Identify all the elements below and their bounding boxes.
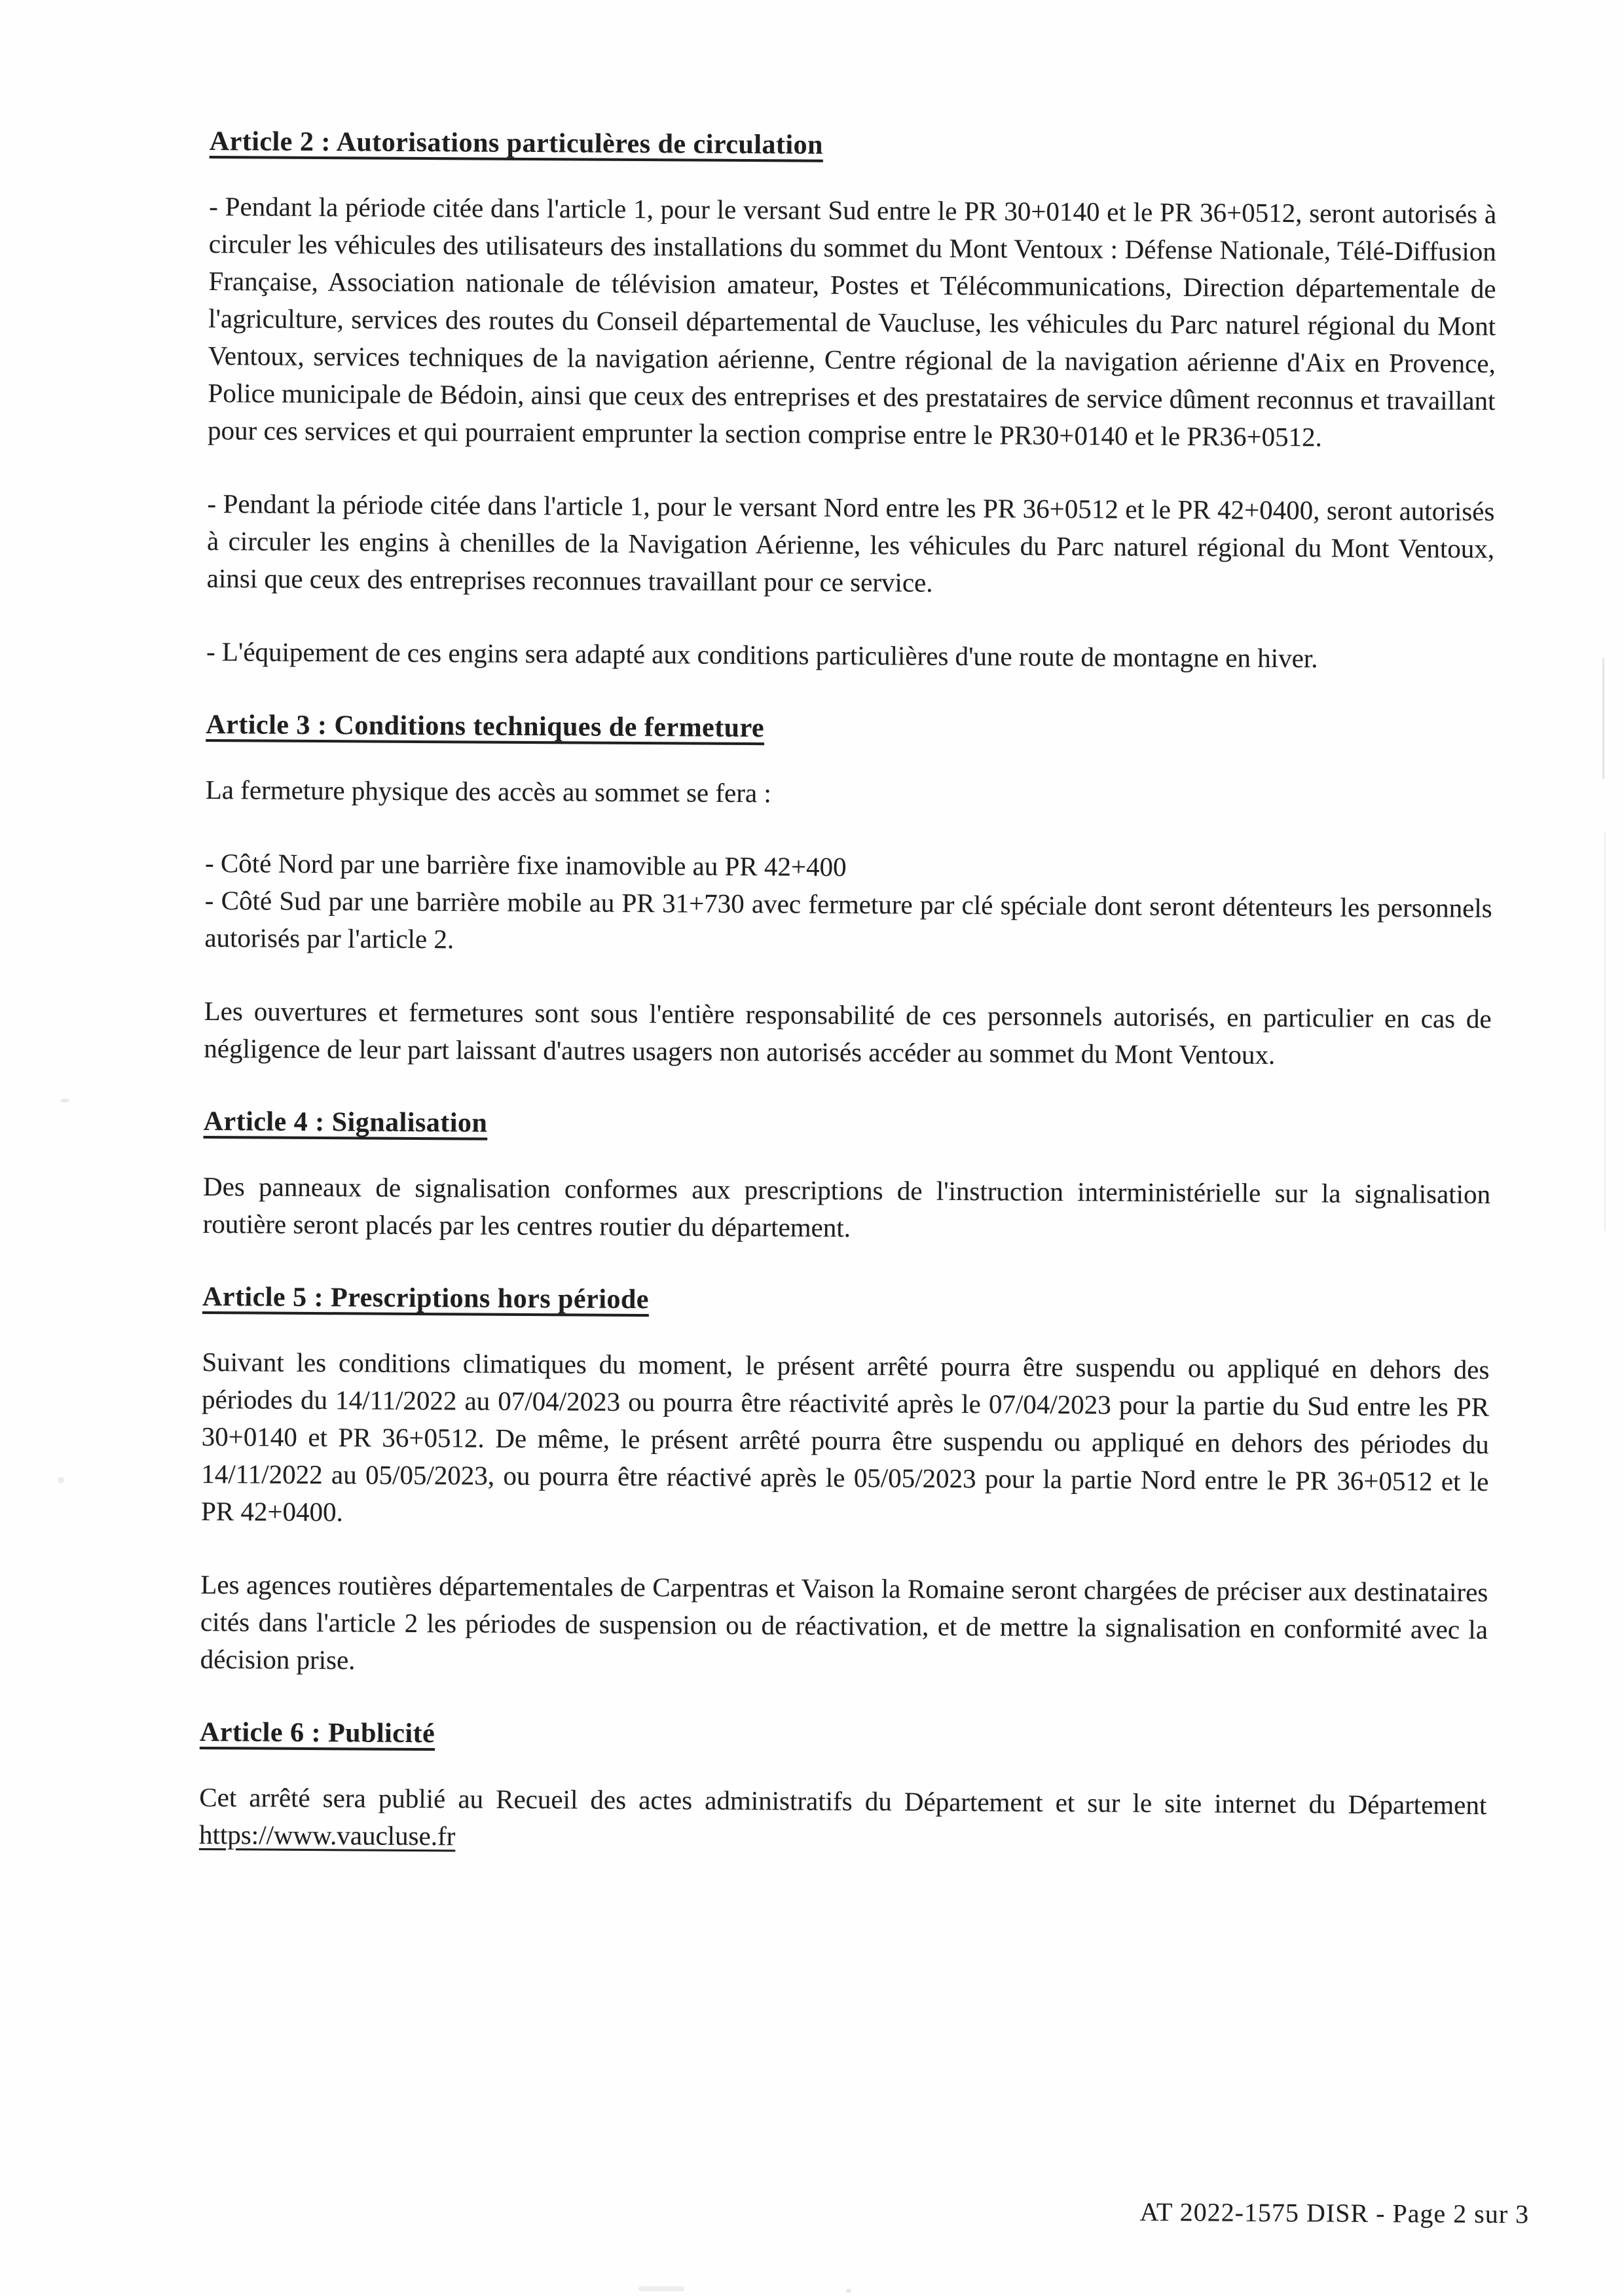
- article-5-heading: Article 5 : Prescriptions hors période: [202, 1281, 650, 1315]
- article-6-paragraph-1: [199, 1779, 1487, 1861]
- scan-artifact-bottom-smudge-2: [846, 2289, 851, 2293]
- vaucluse-website-link[interactable]: https://www.vaucluse.fr: [198, 1819, 456, 1851]
- article-2-paragraph-1: - Pendant la période citée dans l'article 1, pour le versant Sud entre le PR 30+0140 et le PR 36+0512, seront autorisés à circuler les véhicules des utilisateurs des installations du sommet du Mont Ventoux : Défense Nationale, Télé-Diffusion Française, Association nationale de télévision amateur, Postes et Télécommunications, Direction départementale de l'agriculture, services des routes du Conseil départemental de Vaucluse, les véhicules du Parc naturel régional du Mont Ventoux, services techniques de la navigation aérienne, Centre régional de la navigation aérienne d'Aix en Provence, Police municipale de Bédoin, ainsi que ceux des entreprises et des prestataires de service dûment reconnus et travaillant pour ces services et qui pourraient emprunter la section comprise entre le PR30+0140 et le PR36+0512.: [207, 191, 1497, 452]
- scan-artifact-bottom-smudge: [638, 2286, 684, 2291]
- scan-artifact-right-line-2: [1604, 831, 1606, 1231]
- article-5-paragraph-2: Les agences routières départementales de Carpentras et Vaison la Romaine seront chargées de préciser aux destinataires cités dans l'article 2 les périodes de suspension ou de réactivation, et de mettre la signalisation en conformité avec la décision prise.: [200, 1569, 1488, 1675]
- scan-artifact-speck: [60, 1099, 69, 1102]
- article-4-paragraph-1: Des panneaux de signalisation conformes aux prescriptions de l'instruction interministérielle sur la signalisation routière seront placés par les centres routier du département.: [202, 1171, 1491, 1243]
- document-body: [198, 123, 1530, 2229]
- publication-text: Cet arrêté sera publié au Recueil des actes administratifs du Département et sur le site internet du Département: [199, 1781, 1487, 1820]
- article-3-heading: Article 3 : Conditions techniques de fermeture: [206, 709, 765, 744]
- article-2-paragraph-2: - Pendant la période citée dans l'article 1, pour le versant Nord entre les PR 36+0512 et le PR 42+0400, seront autorisés à circuler les engins à chenilles de la Navigation Aérienne, les véhicules du Parc naturel régional du Mont Ventoux, ainsi que ceux des entreprises reconnues travaillant pour ce service.: [206, 488, 1495, 598]
- page-footer-reference: AT 2022-1575 DISR - Page 2 sur 3: [1139, 2196, 1530, 2229]
- article-5-paragraph-1: Suivant les conditions climatiques du moment, le présent arrêté pourra être suspendu ou appliqué en dehors des périodes du 14/11/2022 au 07/04/2023 ou pourra être réactivité après le 07/04/2023 pour la partie du Sud entre les PR 30+0140 et PR 36+0512. De même, le présent arrêté pourra être suspendu ou appliqué en dehors des périodes du 14/11/2022 au 05/05/2023, ou pourra être réactivé après le 05/05/2023 pour la partie Nord entre le PR 36+0512 et le PR 42+0400.: [200, 1346, 1490, 1527]
- article-6-heading: Article 6 : Publicité: [199, 1717, 435, 1749]
- article-2-paragraph-3: - L'équipement de ces engins sera adapté aux conditions particulières d'une route de montagne en hiver.: [206, 636, 1318, 674]
- article-3-item-sud: - Côté Sud par une barrière mobile au PR 31+730 avec fermeture par clé spéciale dont seront détenteurs les personnels autorisés par l'article 2.: [204, 884, 1492, 955]
- article-2-heading: Article 2 : Autorisations particulères de circulation: [209, 126, 824, 160]
- scan-artifact-right-line: [1602, 658, 1604, 779]
- article-3-intro: La fermeture physique des accès au sommet se fera :: [205, 774, 771, 809]
- article-4-heading: Article 4 : Signalisation: [203, 1106, 488, 1139]
- article-3-paragraph-responsibility: Les ouvertures et fermetures sont sous l'entière responsabilité de ces personnels autorisés, en particulier en cas de négligence de leur part laissant d'autres usagers non autorisés accéder au sommet du Mont Ventoux.: [204, 995, 1492, 1070]
- article-3-item-nord: - Côté Nord par une barrière fixe inamovible au PR 42+400: [204, 847, 847, 882]
- scan-artifact-speck-2: [58, 1477, 64, 1484]
